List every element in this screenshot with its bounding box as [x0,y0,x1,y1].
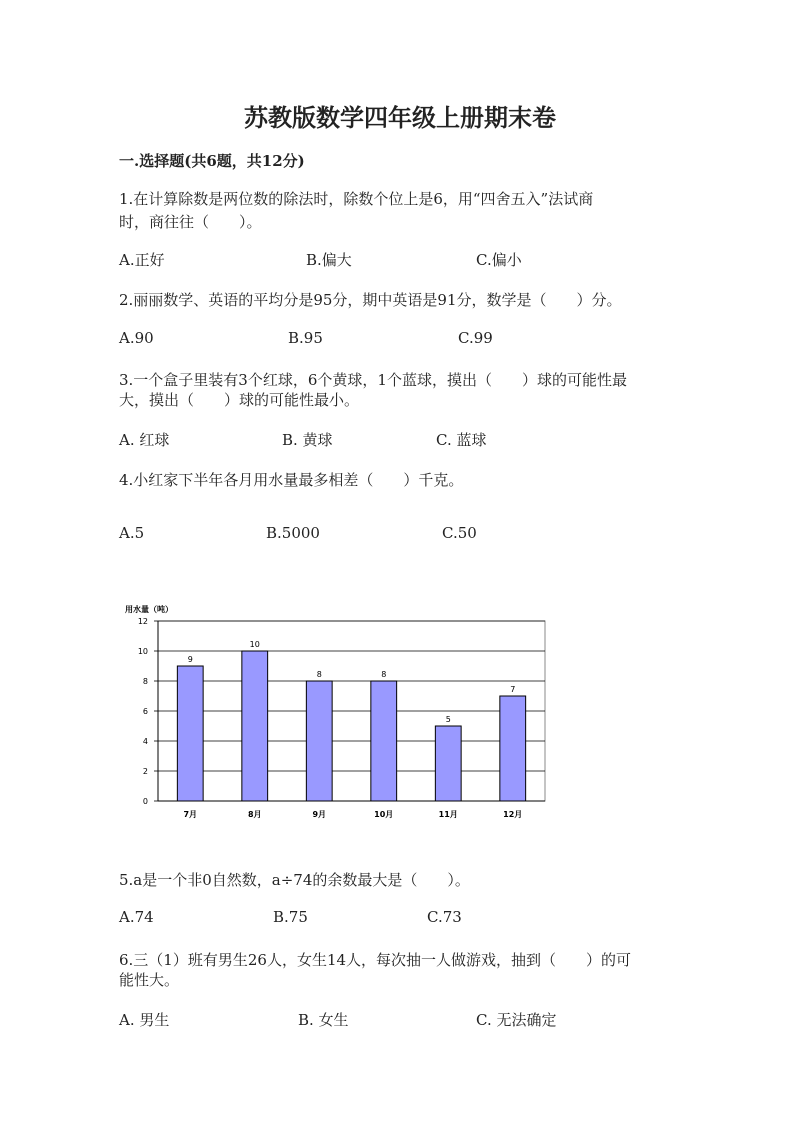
y-tick-label: 4 [142,737,148,746]
x-tick-label: 10月 [374,810,394,819]
question-4-option-c: C.50 [442,524,477,542]
section-heading: 一.选择题(共6题，共12分) [119,152,305,170]
x-tick-label: 12月 [503,810,523,819]
question-1-option-a: A.正好 [119,251,165,269]
data-label: 8 [381,670,387,679]
y-tick-label: 0 [142,797,148,806]
y-tick-label: 6 [142,707,148,716]
question-3-line-1: 3.一个盒子里装有3个红球，6个黄球，1个蓝球，摸出（ ）球的可能性最 [119,371,627,389]
bar [306,681,332,801]
question-4-option-a: A.5 [119,524,145,542]
question-3-option-a: A. 红球 [119,431,170,449]
question-1-line-1: 1.在计算除数是两位数的除法时，除数个位上是6，用“四舍五入”法试商 [119,190,594,208]
bar [371,681,397,801]
question-5-option-b: B.75 [273,908,308,926]
question-2-option-a: A.90 [119,329,154,347]
question-5-line-1: 5.a是一个非0自然数，a÷74的余数最大是（ ）。 [119,871,470,889]
question-4-line-1: 4.小红家下半年各月用水量最多相差（ ）千克。 [119,471,464,489]
data-label: 10 [249,640,260,649]
data-label: 8 [316,670,322,679]
y-tick-label: 12 [137,617,148,626]
x-tick-label: 7月 [183,810,198,819]
y-tick-label: 2 [142,767,148,776]
x-tick-label: 8月 [247,810,262,819]
question-6-option-b: B. 女生 [298,1011,349,1029]
question-3-option-c: C. 蓝球 [436,431,487,449]
y-axis-label: 用水量（吨） [125,605,173,614]
question-1-line-2: 时，商往往（ ）。 [119,213,262,231]
question-2-line-1: 2.丽丽数学、英语的平均分是95分，期中英语是91分，数学是（ ）分。 [119,291,622,309]
question-5-option-a: A.74 [119,908,154,926]
y-tick-label: 8 [142,677,148,686]
question-6-line-1: 6.三（1）班有男生26人，女生14人，每次抽一人做游戏，抽到（ ）的可 [119,951,632,969]
question-2-option-b: B.95 [288,329,323,347]
water-usage-bar-chart [118,596,558,826]
question-6-option-c: C. 无法确定 [476,1011,557,1029]
question-6-option-a: A. 男生 [119,1011,170,1029]
data-label: 9 [187,655,193,664]
question-1-option-c: C.偏小 [476,251,522,269]
bar [242,651,268,801]
data-label: 7 [510,685,516,694]
question-1-option-b: B.偏大 [306,251,352,269]
data-label: 5 [445,715,451,724]
question-4-option-b: B.5000 [266,524,320,542]
question-6-line-2: 能性大。 [119,971,180,989]
question-3-line-2: 大，摸出（ ）球的可能性最小。 [119,391,360,409]
page-title: 苏教版数学四年级上册期末卷 [244,103,556,132]
bar [500,696,526,801]
question-2-option-c: C.99 [458,329,493,347]
bar [435,726,461,801]
x-tick-label: 9月 [312,810,327,819]
bar [177,666,203,801]
y-tick-label: 10 [137,647,148,656]
question-3-option-b: B. 黄球 [282,431,333,449]
question-5-option-c: C.73 [427,908,462,926]
x-tick-label: 11月 [438,810,458,819]
